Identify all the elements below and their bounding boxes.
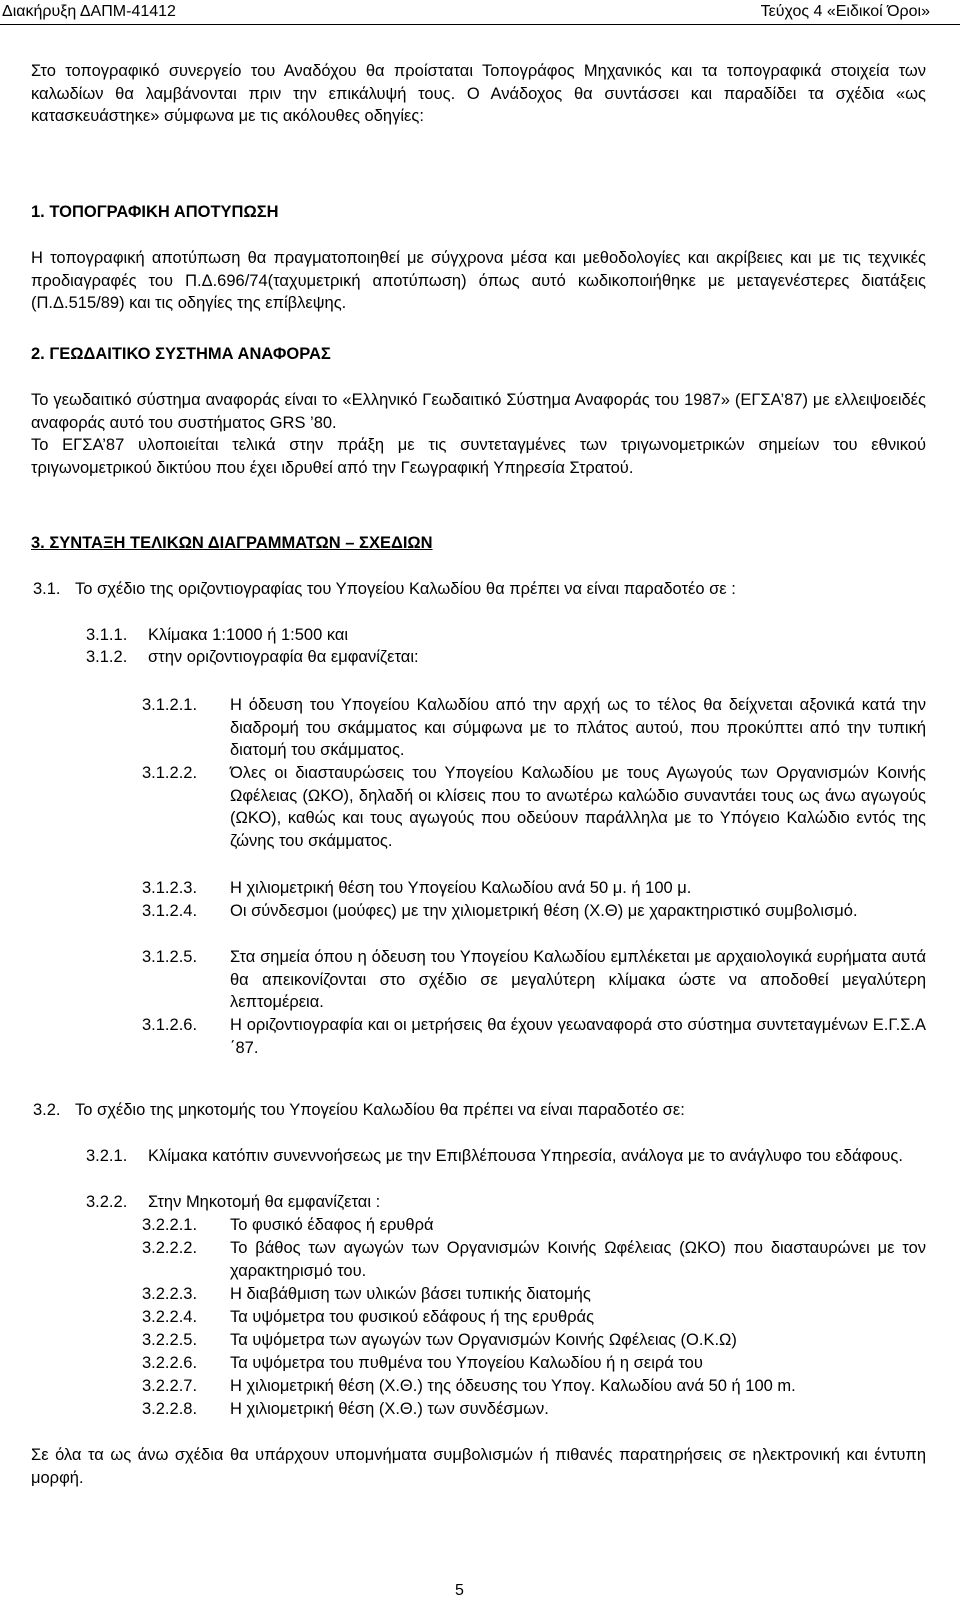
item-3-2-2-1-number: 3.2.2.1.	[142, 1216, 198, 1234]
item-3-1-2-1-number: 3.1.2.1.	[142, 696, 198, 714]
item-3-2-2-6-number: 3.2.2.6.	[142, 1354, 198, 1372]
item-3-2-2-4-number: 3.2.2.4.	[142, 1308, 198, 1326]
item-3-1-2-text: στην οριζοντιογραφία θα εμφανίζεται:	[148, 648, 419, 666]
item-3-2-2-8-text: Η χιλιομετρική θέση (Χ.Θ.) των συνδέσμων.	[230, 1400, 549, 1418]
item-3-2-2-3-number: 3.2.2.3.	[142, 1285, 198, 1303]
item-3-1-1-number: 3.1.1.	[86, 626, 128, 644]
item-3-1-text: Το σχέδιο της οριζοντιογραφίας του Υπογείου Καλωδίου θα πρέπει να είναι παραδοτέο σε :	[75, 580, 736, 598]
item-3-2-2-7-text: Η χιλιομετρική θέση (Χ.Θ.) της όδευσης του Υπογ. Καλωδίου ανά 50 ή 100 m.	[230, 1377, 796, 1395]
item-3-1-2-1-text: Η όδευση του Υπογείου Καλωδίου από την αρχή ως το τέλος θα δείχνεται αξονικά κατά την διαδρομή του σκάμματος και σύμφωνα με το πλάτος αυτού, που προκύπτει από την τυπική διατομή του σκάμματος.	[230, 696, 926, 759]
item-3-2-2-3-text: Η διαβάθμιση των υλικών βάσει τυπικής διατομής	[230, 1285, 591, 1303]
item-3-1-2-6-number: 3.1.2.6.	[142, 1016, 198, 1034]
closing-paragraph: Σε όλα τα ως άνω σχέδια θα υπάρχουν υπομνήματα συμβολισμών ή πιθανές παρατηρήσεις σε ηλεκτρονική και έντυπη μορφή.	[31, 1446, 926, 1487]
page-number: 5	[455, 1582, 464, 1599]
item-3-2-2-6-text: Τα υψόμετρα του πυθμένα του Υπογείου Καλωδίου ή η σειρά του	[230, 1354, 703, 1372]
item-3-1-2-3-number: 3.1.2.3.	[142, 879, 198, 897]
header-left: Διακήρυξη ΔΑΠΜ-41412	[2, 3, 176, 20]
item-3-2-2-5-number: 3.2.2.5.	[142, 1331, 198, 1349]
item-3-2-2-number: 3.2.2.	[86, 1193, 128, 1211]
item-3-1-2-6-text: Η οριζοντιογραφία και οι μετρήσεις θα έχουν γεωαναφορά στο σύστημα συντεταγμένων Ε.Γ.Σ.Α ΄87.	[230, 1016, 926, 1057]
item-3-1-2-5-text: Στα σημεία όπου η όδευση του Υπογείου Καλωδίου εμπλέκεται με αρχαιολογικά ευρήματα αυτά θα απεικονίζονται στο σχέδιο σε μεγαλύτερη κλίμακα ώστε να αποδοθεί μεγαλύτερη λεπτομέρεια.	[230, 948, 926, 1011]
page-header	[0, 0, 960, 25]
item-3-2-1-text: Κλίμακα κατόπιν συνεννοήσεως με την Επιβλέπουσα Υπηρεσία, ανάλογα με το ανάγλυφο του εδάφους.	[148, 1147, 903, 1165]
item-3-1-2-4-number: 3.1.2.4.	[142, 902, 198, 920]
item-3-2-2-7-number: 3.2.2.7.	[142, 1377, 198, 1395]
item-3-1-2-2-text: Όλες οι διασταυρώσεις του Υπογείου Καλωδίου με τους Αγωγούς των Οργανισμών Κοινής Ωφέλειας (ΩΚΟ), δηλαδή οι κλίσεις που το ανωτέρω καλώδιο συναντάει τους ως άνω αγωγούς (ΩΚΟ), καθώς και τους αγωγούς που οδεύουν παράλληλα με το Υπόγειο Καλώδιο εντός της ζώνης του σκάμματος.	[230, 764, 926, 850]
item-3-1-2-4-text: Οι σύνδεσμοι (μούφες) με την χιλιομετρική θέση (Χ.Θ) με χαρακτηριστικό συμβολισμό.	[230, 902, 858, 920]
section-3-heading: 3. ΣΥΝΤΑΞΗ ΤΕΛΙΚΩΝ ΔΙΑΓΡΑΜΜΑΤΩΝ – ΣΧΕΔΙΩΝ	[31, 534, 433, 552]
header-right: Τεύχος 4 «Ειδικοί Όροι»	[760, 3, 930, 20]
item-3-2-2-text: Στην Μηκοτομή θα εμφανίζεται :	[148, 1193, 381, 1211]
item-3-1-1-text: Κλίμακα 1:1000 ή 1:500 και	[148, 626, 349, 644]
item-3-2-1-number: 3.2.1.	[86, 1147, 128, 1165]
item-3-1-2-2-number: 3.1.2.2.	[142, 764, 198, 782]
item-3-2-number: 3.2.	[33, 1101, 61, 1119]
intro-paragraph: Στο τοπογραφικό συνεργείο του Αναδόχου θα προίσταται Τοπογράφος Μηχανικός και τα τοπογραφικά στοιχεία των καλωδίων θα λαμβάνονται πριν την επικάλυψή τους. Ο Ανάδοχος θα συντάσσει και παραδίδει τα σχέδια «ως κατασκευάστηκε» σύμφωνα με τις ακόλουθες οδηγίες:	[31, 62, 926, 125]
item-3-1-2-3-text: Η χιλιομετρική θέση του Υπογείου Καλωδίου ανά 50 μ. ή 100 μ.	[230, 879, 692, 897]
section-1-text: Η τοπογραφική αποτύπωση θα πραγματοποιηθεί με σύγχρονα μέσα και μεθοδολογίες και ακρίβειες και με τις τεχνικές προδιαγραφές του Π.Δ.696/74(ταχυμετρική αποτύπωση) όπως αυτό κωδικοποιήθηκε με μεταγενέστερες διατάξεις (Π.Δ.515/89) και τις οδηγίες της επίβλεψης.	[31, 249, 926, 312]
item-3-2-2-2-number: 3.2.2.2.	[142, 1239, 198, 1257]
item-3-1-2-5-number: 3.1.2.5.	[142, 948, 198, 966]
section-2-heading: 2. ΓΕΩΔΑΙΤΙΚΟ ΣΥΣΤΗΜΑ ΑΝΑΦΟΡΑΣ	[31, 345, 331, 363]
item-3-1-2-number: 3.1.2.	[86, 648, 128, 666]
section-2-paragraph-1: Το γεωδαιτικό σύστημα αναφοράς είναι το «Ελληνικό Γεωδαιτικό Σύστημα Αναφοράς του 1987» (ΕΓΣΑ’87) με ελλειψοειδές αναφοράς αυτό του συστήματος GRS ’80.	[31, 391, 926, 432]
item-3-2-2-8-number: 3.2.2.8.	[142, 1400, 198, 1418]
section-2-paragraph-2: Το ΕΓΣΑ’87 υλοποιείται τελικά στην πράξη με τις συντεταγμένες των τριγωνομετρικών σημείων του εθνικού τριγωνομετρικού δικτύου που έχει ιδρυθεί από την Γεωγραφική Υπηρεσία Στρατού.	[31, 436, 926, 477]
item-3-1-number: 3.1.	[33, 580, 61, 598]
section-1-heading: 1. ΤΟΠΟΓΡΑΦΙΚΗ ΑΠΟΤΥΠΩΣΗ	[31, 203, 279, 221]
item-3-2-2-5-text: Τα υψόμετρα των αγωγών των Οργανισμών Κοινής Ωφέλειας (Ο.Κ.Ω)	[230, 1331, 737, 1349]
item-3-2-2-4-text: Τα υψόμετρα του φυσικού εδάφους ή της ερυθράς	[230, 1308, 595, 1326]
item-3-2-2-2-text: Το βάθος των αγωγών των Οργανισμών Κοινής Ωφέλειας (ΩΚΟ) που διασταυρώνει με τον χαρακτηρισμό του.	[230, 1239, 926, 1280]
item-3-2-text: Το σχέδιο της μηκοτομής του Υπογείου Καλωδίου θα πρέπει να είναι παραδοτέο σε:	[75, 1101, 685, 1119]
item-3-2-2-1-text: Το φυσικό έδαφος ή ερυθρά	[230, 1216, 434, 1234]
